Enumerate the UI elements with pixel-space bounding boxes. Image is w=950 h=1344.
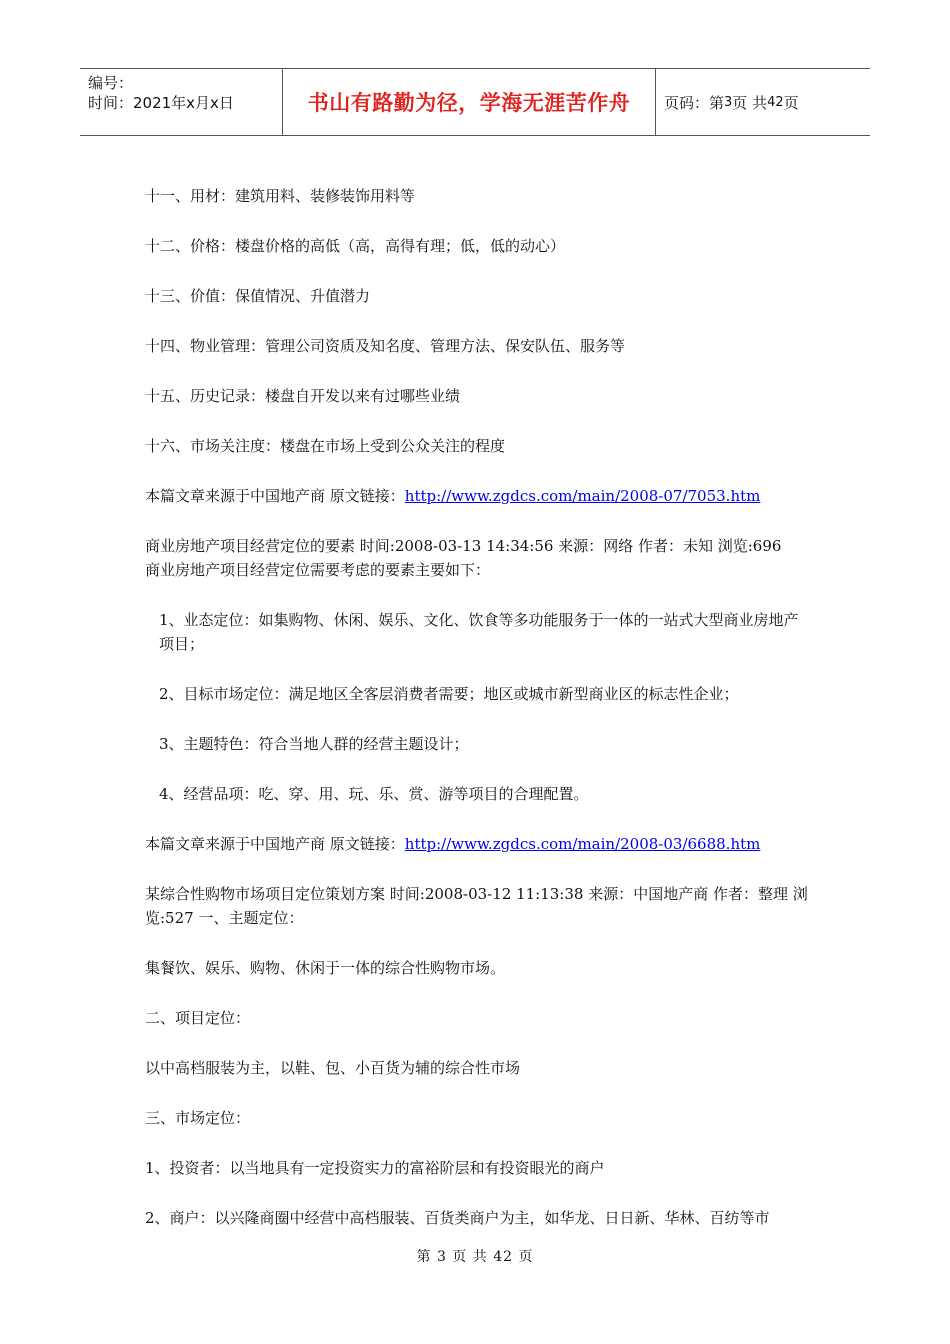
paragraph-price: 十二、价格：楼盘价格的高低（高，高得有理；低，低的动心） [145, 237, 566, 255]
page-prefix: 页码：第 [664, 93, 725, 112]
source-line-2 [145, 832, 810, 856]
source-link-2[interactable]: http://www.zgdcs.com/main/2008-03/6688.htm [404, 835, 761, 853]
source-link-1[interactable]: http://www.zgdcs.com/main/2008-07/7053.htm [404, 487, 761, 505]
page-mid: 页 共 [732, 93, 768, 112]
page-suffix: 页 [783, 93, 799, 112]
header-motto-cell [282, 69, 656, 135]
source-text-1: 本篇文章来源于中国地产商 原文链接： [145, 487, 405, 505]
page-total: 42 [767, 94, 784, 110]
header-motto: 书山有路勤为径，学海无涯苦作舟 [307, 91, 631, 115]
article-meta-2: 商业房地产项目经营定位的要素 时间:2008-03-13 14:34:56 来源：网络 作者：未知 浏览:696 [145, 537, 782, 555]
paragraph-market-attention: 十六、市场关注度：楼盘在市场上受到公众关注的程度 [145, 437, 506, 455]
heading-market-positioning: 三、市场定位： [145, 1109, 251, 1127]
paragraph-property-management: 十四、物业管理：管理公司资质及知名度、管理方法、保安队伍、服务等 [145, 337, 626, 355]
page-footer: 第 3 页 共 42 页 [416, 1249, 534, 1265]
header-page-info [656, 69, 870, 135]
list-item-1: 1、业态定位：如集购物、休闲、娱乐、文化、饮食等多功能服务于一体的一站式大型商业房地产项目； [159, 611, 799, 653]
source-line-1 [145, 484, 810, 508]
header-meta [80, 69, 282, 135]
article-intro-2: 商业房地产项目经营定位需要考虑的要素主要如下： [145, 561, 491, 579]
page-header [80, 68, 870, 136]
document-body [145, 184, 810, 1256]
number-label: 编号： [88, 74, 134, 92]
date-label: 时间：2021年x月x日 [88, 94, 234, 112]
paragraph-merchants: 2、商户：以兴隆商圈中经营中高档服装、百货类商户为主，如华龙、日日新、华林、百纺等市 [145, 1209, 770, 1227]
paragraph-history: 十五、历史记录：楼盘自开发以来有过哪些业绩 [145, 387, 461, 405]
paragraph-investors: 1、投资者：以当地具有一定投资实力的富裕阶层和有投资眼光的商户 [145, 1159, 605, 1177]
page-number: 3 [724, 94, 733, 110]
list-item-2: 2、目标市场定位：满足地区全客层消费者需要；地区或城市新型商业区的标志性企业； [159, 685, 739, 703]
heading-project-positioning: 二、项目定位： [145, 1009, 251, 1027]
article-meta-3: 某综合性购物市场项目定位策划方案 时间:2008-03-12 11:13:38 来源：中国地产商 作者：整理 浏览:527 一、主题定位： [145, 885, 808, 927]
paragraph-project: 以中高档服装为主，以鞋、包、小百货为辅的综合性市场 [145, 1059, 521, 1077]
paragraph-theme: 集餐饮、娱乐、购物、休闲于一体的综合性购物市场。 [145, 959, 506, 977]
list-item-3: 3、主题特色：符合当地人群的经营主题设计； [159, 735, 469, 753]
paragraph-value: 十三、价值：保值情况、升值潜力 [145, 287, 371, 305]
list-item-4: 4、经营品项：吃、穿、用、玩、乐、赏、游等项目的合理配置。 [159, 785, 589, 803]
paragraph-materials: 十一、用材：建筑用料、装修装饰用料等 [145, 187, 416, 205]
source-text-2: 本篇文章来源于中国地产商 原文链接： [145, 835, 405, 853]
